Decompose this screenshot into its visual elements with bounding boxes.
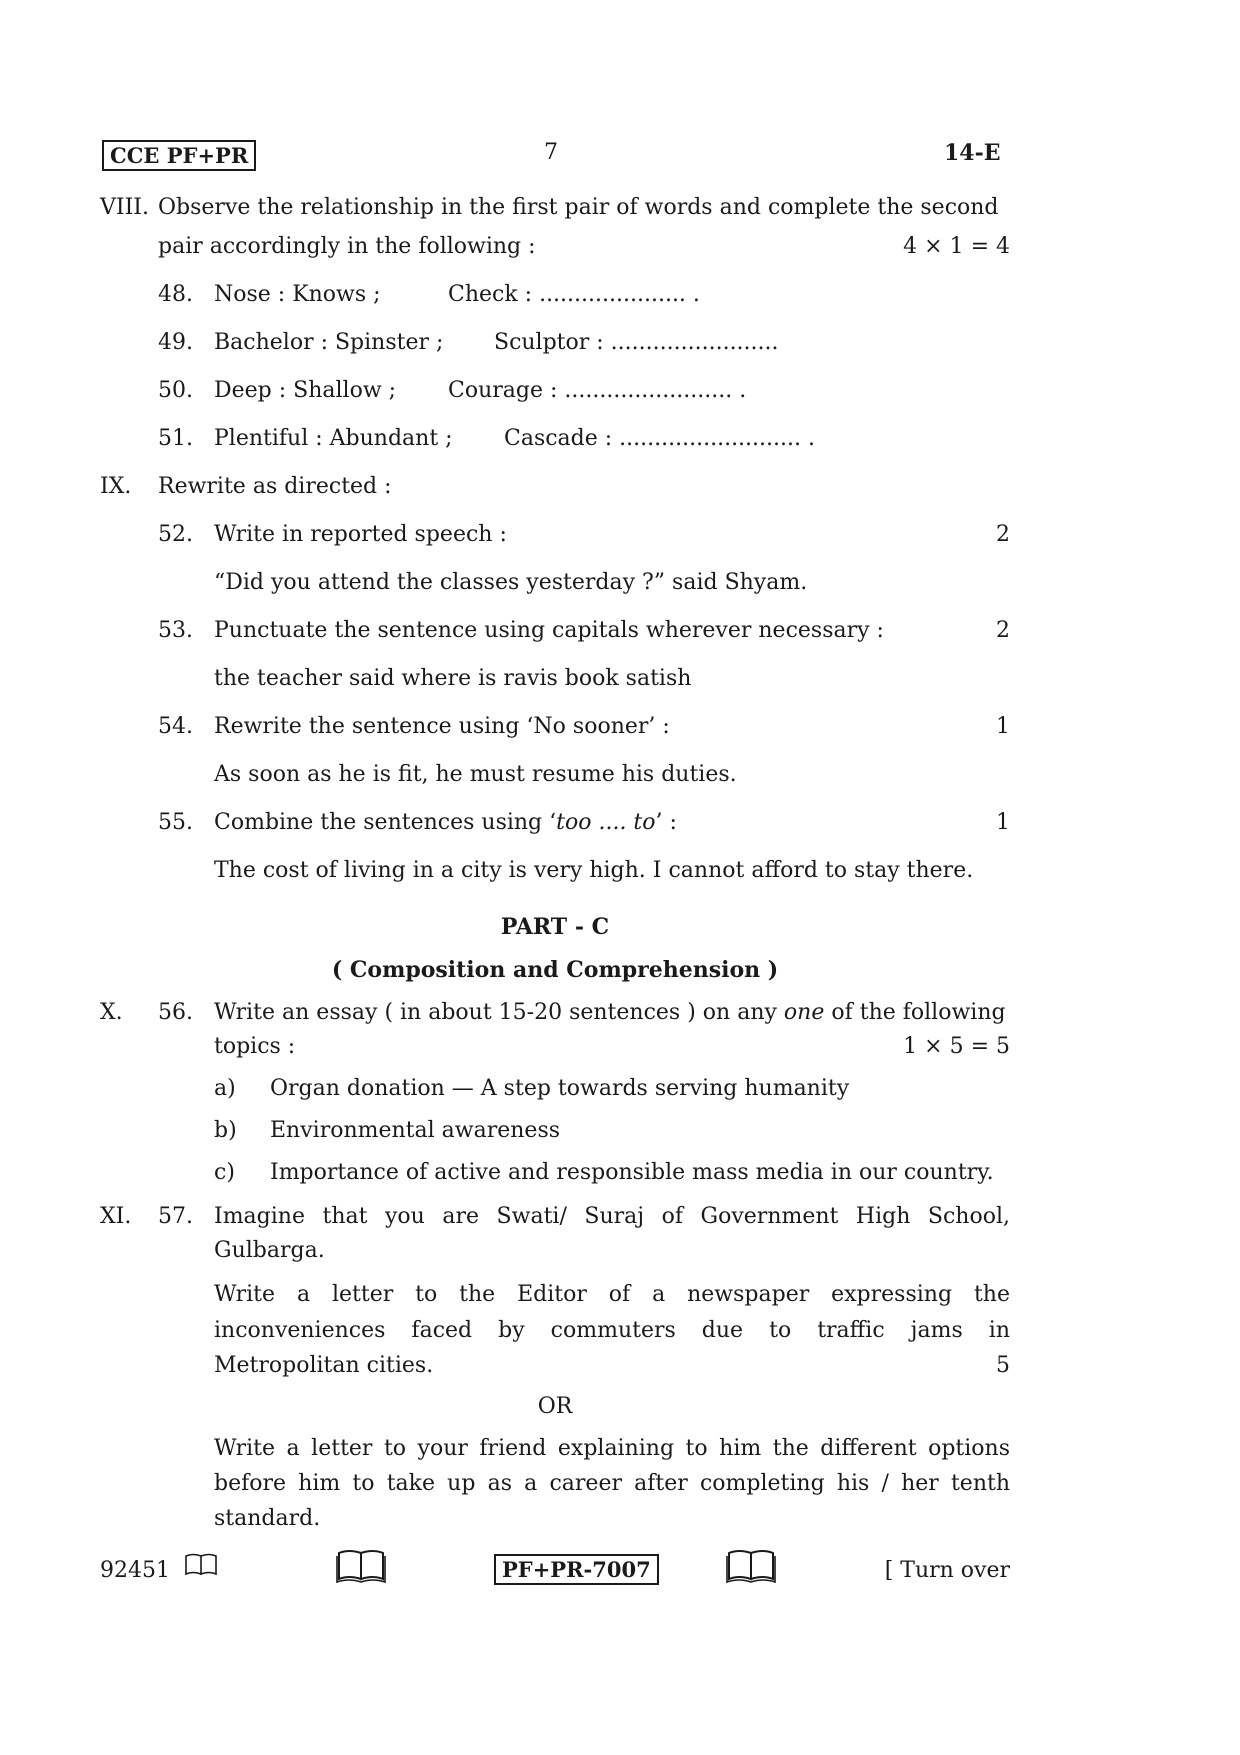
section-viii-instruction-line2: pair accordingly in the following : <box>158 234 536 259</box>
question-number: 52. <box>158 522 193 547</box>
word-pair: Plentiful : Abundant ; <box>214 426 453 451</box>
turn-over-note: [ Turn over <box>884 1558 1010 1583</box>
question-number: 55. <box>158 810 193 835</box>
letter-option2-line1: Write a letter to your friend explaining to him the different options <box>214 1436 1010 1461</box>
question-marks: 1 <box>996 810 1010 835</box>
topic-text: Importance of active and responsible mass media in our country. <box>270 1160 994 1185</box>
footer-serial: 92451 <box>100 1558 170 1583</box>
answer-prompt: Courage : ........................ . <box>448 378 747 403</box>
section-viii-instruction-line1: Observe the relationship in the first pair of words and complete the second <box>158 195 999 220</box>
question-marks: 1 <box>996 714 1010 739</box>
question-sentence: “Did you attend the classes yesterday ?” said Shyam. <box>214 570 808 595</box>
topic-label: a) <box>214 1076 236 1101</box>
letter-intro-line1: Imagine that you are Swati/ Suraj of Government High School, <box>214 1204 1010 1229</box>
header-code: CCE PF+PR <box>102 140 256 171</box>
topic-text: Environmental awareness <box>270 1118 561 1143</box>
section-viii-marks: 4 × 1 = 4 <box>903 234 1010 259</box>
part-subtitle: ( Composition and Comprehension ) <box>331 957 779 983</box>
section-ix-instruction: Rewrite as directed : <box>158 474 392 499</box>
word-pair: Deep : Shallow ; <box>214 378 397 403</box>
question-sentence: the teacher said where is ravis book satish <box>214 666 692 691</box>
part-title: PART - C <box>500 914 610 940</box>
question-sentence: The cost of living in a city is very high. I cannot afford to stay there. <box>214 858 974 883</box>
question-number: 54. <box>158 714 193 739</box>
letter-option1-line2: inconveniences faced by commuters due to traffic jams in <box>214 1318 1010 1343</box>
question-number: 51. <box>158 426 193 451</box>
question-sentence: As soon as he is fit, he must resume his duties. <box>214 762 737 787</box>
essay-instruction-italic: one <box>783 1000 825 1025</box>
word-pair: Nose : Knows ; <box>214 282 381 307</box>
question-number: 49. <box>158 330 193 355</box>
question-text: Write in reported speech : <box>214 522 507 547</box>
question-text <box>214 810 677 835</box>
letter-option1-line3: Metropolitan cities. <box>214 1353 434 1378</box>
letter-option1-line1: Write a letter to the Editor of a newspaper expressing the <box>214 1282 1010 1307</box>
topic-label: c) <box>214 1160 235 1185</box>
or-separator: OR <box>537 1394 573 1419</box>
question-marks: 2 <box>996 522 1010 547</box>
question-number: 50. <box>158 378 193 403</box>
essay-instruction-part: Write an essay ( in about 15-20 sentences ) on any <box>214 1000 777 1025</box>
book-icon <box>336 1548 386 1584</box>
essay-marks: 1 × 5 = 5 <box>903 1034 1010 1059</box>
section-viii-numeral: VIII. <box>100 195 149 220</box>
letter-option2-line3: standard. <box>214 1506 321 1531</box>
footer-code: PF+PR-7007 <box>494 1554 659 1585</box>
question-text: Rewrite the sentence using ‘No sooner’ : <box>214 714 670 739</box>
section-xi-numeral: XI. <box>100 1204 132 1229</box>
question-text-part: ’ : <box>655 810 677 835</box>
question-marks: 2 <box>996 618 1010 643</box>
topic-text: Organ donation — A step towards serving humanity <box>270 1076 850 1101</box>
topic-label: b) <box>214 1118 237 1143</box>
answer-prompt: Sculptor : ........................ <box>494 330 779 355</box>
question-number: 48. <box>158 282 193 307</box>
word-pair: Bachelor : Spinster ; <box>214 330 444 355</box>
question-text: Punctuate the sentence using capitals wherever necessary : <box>214 618 884 643</box>
essay-instruction-line1 <box>214 1000 1006 1025</box>
section-ix-numeral: IX. <box>100 474 132 499</box>
question-text-italic: too .... to <box>556 810 656 835</box>
section-x-numeral: X. <box>100 1000 123 1025</box>
question-number: 56. <box>158 1000 193 1025</box>
letter-marks: 5 <box>996 1353 1010 1378</box>
answer-prompt: Cascade : .......................... . <box>504 426 815 451</box>
question-number: 57. <box>158 1204 193 1229</box>
page-number: 7 <box>544 140 558 165</box>
paper-code: 14-E <box>944 140 1001 166</box>
question-number: 53. <box>158 618 193 643</box>
letter-option2-line2: before him to take up as a career after completing his / her tenth <box>214 1471 1010 1496</box>
essay-instruction-part: of the following <box>831 1000 1006 1025</box>
essay-instruction-line2: topics : <box>214 1034 296 1059</box>
question-text-part: Combine the sentences using ‘ <box>214 810 557 835</box>
letter-intro-line2: Gulbarga. <box>214 1238 325 1263</box>
answer-prompt: Check : ..................... . <box>448 282 700 307</box>
book-icon <box>184 1552 218 1578</box>
book-icon <box>726 1548 776 1584</box>
